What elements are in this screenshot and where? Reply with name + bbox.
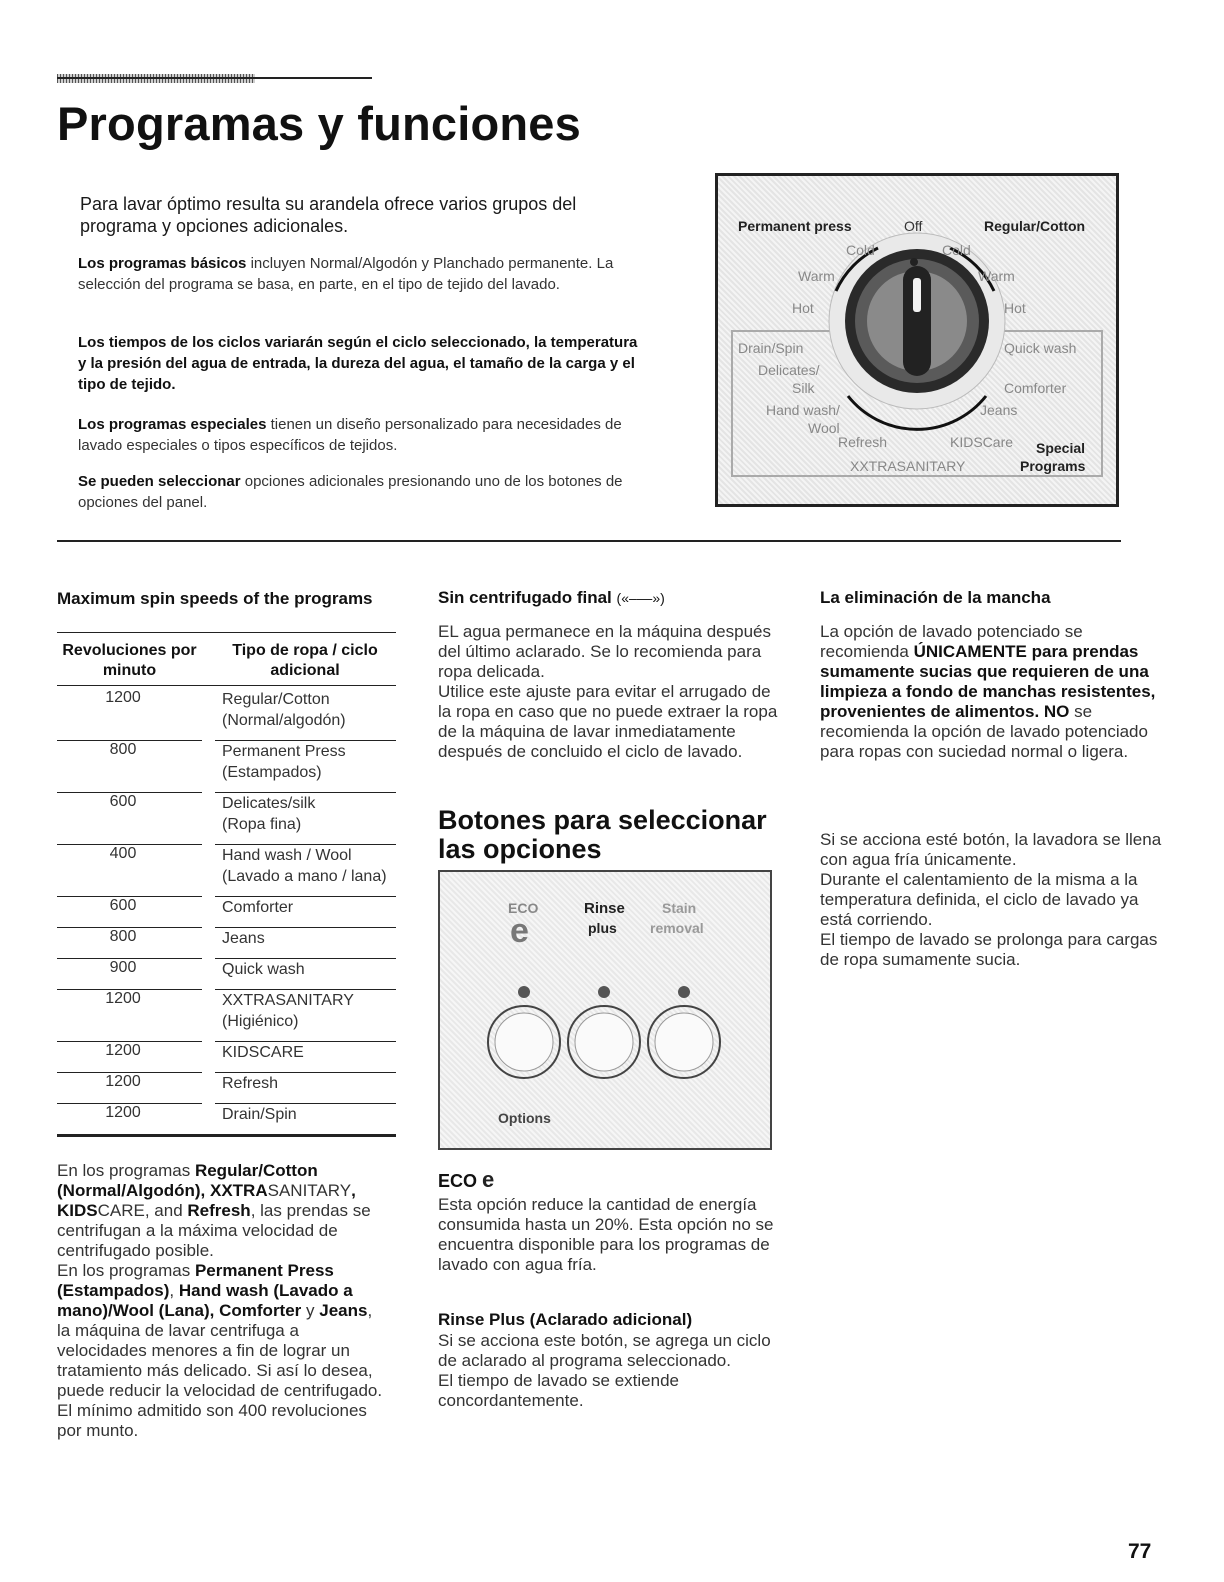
eco-button[interactable] bbox=[495, 1013, 553, 1071]
spin-note-a5: CARE, and bbox=[97, 1201, 188, 1220]
table-cell-type-name: Quick wash bbox=[222, 961, 305, 978]
table-cell-type bbox=[222, 741, 397, 783]
dial-hand-wash: Hand wash/ bbox=[766, 402, 840, 418]
table-cell-type bbox=[222, 845, 397, 887]
stain-removal-body bbox=[820, 622, 1165, 762]
dial-delicates: Delicates/ bbox=[758, 362, 820, 378]
table-cell-rpm: 600 bbox=[109, 793, 137, 810]
eco-e-icon: e bbox=[482, 1167, 495, 1192]
table-cell-type bbox=[222, 1073, 397, 1094]
table-cell-type-name: Refresh bbox=[222, 1075, 279, 1092]
opt-removal-label: removal bbox=[650, 920, 704, 936]
no-final-spin-body-1: EL agua permanece en la máquina después del último aclarado. Se lo recomienda para ropa delicada. bbox=[438, 622, 771, 681]
rinse-led bbox=[598, 986, 610, 998]
stain-button[interactable] bbox=[655, 1013, 713, 1071]
table-cell-type-name: Hand wash / Wool bbox=[222, 847, 352, 864]
table-cell-rpm: 600 bbox=[109, 897, 137, 914]
opt-rinse-label: Rinse bbox=[584, 900, 625, 917]
table-row bbox=[57, 1104, 396, 1135]
table-cell-type bbox=[222, 689, 397, 731]
dial-hot-left: Hot bbox=[792, 300, 814, 316]
stain-removal-body-2 bbox=[820, 830, 1165, 970]
opt-eco-e: e bbox=[510, 912, 529, 950]
table-row bbox=[57, 1073, 396, 1104]
table-cell-type-name: Comforter bbox=[222, 899, 294, 916]
intro-basic-programs bbox=[78, 253, 638, 295]
no-final-spin-body bbox=[438, 622, 778, 762]
header-rule bbox=[57, 77, 372, 79]
stain-removal-c2: Durante el calentamiento de la misma a la temperatura definida, el ciclo de lavado ya está corriendo. bbox=[820, 870, 1139, 929]
option-buttons-graphic bbox=[440, 872, 770, 1148]
table-cell-type-sub: (Ropa fina) bbox=[222, 816, 302, 833]
no-final-spin-symbol: («–––») bbox=[616, 590, 665, 606]
page-number: 77 bbox=[1128, 1540, 1152, 1563]
program-dial-image bbox=[715, 173, 1119, 507]
table-cell-type bbox=[222, 928, 397, 949]
table-cell-rpm: 1200 bbox=[105, 1042, 141, 1059]
table-row bbox=[57, 741, 396, 793]
stain-led bbox=[678, 986, 690, 998]
dial-off: Off bbox=[904, 218, 923, 234]
dial-wool: Wool bbox=[808, 420, 840, 436]
dial-warm-right: Warm bbox=[978, 268, 1015, 284]
spin-note-b7: , la máquina de lavar centrifuga a velocidades menores a fin de lograr un tratamiento más delicado. Si así lo desea, puede reducir la velocidad de centrifugado. El mínimo admitido son 400 revoluciones por munto. bbox=[57, 1301, 383, 1440]
spin-table-header-rule bbox=[57, 685, 396, 686]
intro-special-programs bbox=[78, 414, 638, 456]
special-programs-label: Los programas especiales bbox=[78, 416, 267, 433]
page-title: Programas y funciones bbox=[57, 97, 581, 150]
table-cell-type bbox=[222, 959, 397, 980]
table-row bbox=[57, 1042, 396, 1073]
rinse-plus-body bbox=[438, 1331, 783, 1411]
stain-removal-c3: El tiempo de lavado se prolonga para cargas de ropa sumamente sucia. bbox=[820, 930, 1158, 969]
dial-regular-cotton: Regular/Cotton bbox=[984, 218, 1086, 234]
table-cell-type-name: Jeans bbox=[222, 930, 265, 947]
table-cell-type-sub: (Normal/algodón) bbox=[222, 712, 346, 729]
spin-note-b4: Hand wash (Lavado a mano)/Wool (Lana), Comforter bbox=[57, 1281, 353, 1320]
table-cell-type bbox=[222, 1042, 397, 1063]
option-buttons-image bbox=[438, 870, 772, 1150]
stain-removal-b3: se recomienda la opción de lavado potenciado para ropas con suciedad normal o ligera. bbox=[820, 702, 1148, 761]
spin-note-a3: SANITARY bbox=[267, 1181, 352, 1200]
table-cell-type bbox=[222, 990, 397, 1032]
dial-hot-right: Hot bbox=[1004, 300, 1026, 316]
table-cell-rpm: 800 bbox=[109, 928, 137, 945]
stain-removal-c1: Si se acciona esté botón, la lavadora se llena con agua fría únicamente. bbox=[820, 830, 1162, 869]
dial-silk: Silk bbox=[792, 380, 815, 396]
dial-quick-wash: Quick wash bbox=[1004, 340, 1077, 356]
dial-special: Special bbox=[1036, 440, 1086, 456]
table-cell-type-name: Regular/Cotton bbox=[222, 691, 330, 708]
table-cell-type-name: Delicates/silk bbox=[222, 795, 316, 812]
table-cell-rpm: 800 bbox=[109, 741, 137, 758]
table-cell-type bbox=[222, 1104, 397, 1125]
table-cell-type-sub: (Higiénico) bbox=[222, 1013, 299, 1030]
no-final-spin-body-2: Utilice este ajuste para evitar el arrugado de la ropa en caso que no puede extraer la ropa de la máquina de lavar inmediatamente después de concluido el ciclo de lavado. bbox=[438, 682, 778, 761]
table-cell-type bbox=[222, 793, 397, 835]
eco-title-text: ECO bbox=[438, 1171, 478, 1191]
table-cell-rpm: 900 bbox=[109, 959, 137, 976]
spin-note-b1: En los programas bbox=[57, 1261, 195, 1280]
intro-options bbox=[78, 471, 638, 513]
table-cell-rpm: 400 bbox=[109, 845, 137, 862]
spin-note-a7: , las prendas se centrifugan a la máxima velocidad de centrifugado posible. bbox=[57, 1201, 371, 1260]
spin-note-b2: Permanent Press (Estampados) bbox=[57, 1261, 334, 1300]
intro-cycle-times: Los tiempos de los ciclos variarán según el ciclo seleccionado, la temperatura y la presión del agua de entrada, la dureza del agua, el tamaño de la carga y el tipo de tejido. bbox=[78, 334, 638, 393]
table-row bbox=[57, 897, 396, 928]
table-cell-rpm: 1200 bbox=[105, 990, 141, 1007]
dial-cold-left: Cold bbox=[846, 242, 875, 258]
dial-jeans: Jeans bbox=[980, 402, 1018, 418]
options-label: Se pueden seleccionar bbox=[78, 473, 241, 490]
dial-refresh: Refresh bbox=[838, 434, 888, 450]
stain-removal-b2: ÚNICAMENTE para prendas sumamente sucias que requieren de una limpieza a fondo de manchas resistentes, provenientes de alimentos. NO bbox=[820, 642, 1156, 721]
table-cell-type-name: KIDSCARE bbox=[222, 1044, 304, 1061]
section-divider bbox=[57, 540, 1121, 542]
spin-table-header-rpm: Revoluciones por minuto bbox=[62, 642, 197, 679]
dial-indicator bbox=[913, 278, 921, 312]
spin-note-a6: Refresh bbox=[187, 1201, 251, 1220]
spin-note-b6: Jeans bbox=[319, 1301, 368, 1320]
opt-options-label: Options bbox=[498, 1110, 551, 1126]
dial-comforter: Comforter bbox=[1004, 380, 1067, 396]
spin-note-a2: Regular/Cotton (Normal/Algodón), XXTRA bbox=[57, 1161, 318, 1200]
table-cell-rpm: 1200 bbox=[105, 1104, 141, 1121]
opt-plus-label: plus bbox=[588, 920, 617, 936]
opt-stain-label: Stain bbox=[662, 900, 697, 916]
basic-programs-label: Los programas básicos bbox=[78, 255, 247, 272]
table-row bbox=[57, 689, 396, 741]
table-cell-rpm: 1200 bbox=[105, 689, 141, 706]
table-row bbox=[57, 845, 396, 897]
table-row bbox=[57, 990, 396, 1042]
table-cell-rpm: 1200 bbox=[105, 1073, 141, 1090]
stain-removal-b1: La opción de lavado potenciado se recomienda bbox=[820, 622, 1083, 661]
rinse-plus-body-2: El tiempo de lavado se extiende concordantemente. bbox=[438, 1371, 679, 1410]
table-row bbox=[57, 928, 396, 959]
basic-programs-text: incluyen Normal/Algodón y Planchado permanente. La selección del programa se basa, en parte, en el tipo de tejido del lavado. bbox=[78, 255, 614, 293]
dial-warm-left: Warm bbox=[798, 268, 835, 284]
table-cell-type-name: XXTRASANITARY bbox=[222, 992, 354, 1009]
special-programs-text: tienen un diseño personalizado para necesidades de lavado especiales o tipos específicos de tejidos. bbox=[78, 416, 622, 454]
spin-table-header-type: Tipo de ropa / ciclo adicional bbox=[232, 642, 378, 679]
spin-table-top-rule bbox=[57, 632, 396, 633]
dial-permanent-press: Permanent press bbox=[738, 218, 852, 234]
stain-removal-title: La eliminación de la mancha bbox=[820, 588, 1051, 607]
spin-note-a1: En los programas bbox=[57, 1161, 195, 1180]
spin-note bbox=[57, 1161, 387, 1441]
rinse-plus-title: Rinse Plus (Aclarado adicional) bbox=[438, 1310, 693, 1329]
opt-eco-label: ECO bbox=[508, 900, 539, 916]
table-cell-type-sub: (Estampados) bbox=[222, 764, 322, 781]
table-cell-type bbox=[222, 897, 397, 918]
spin-table-title: Maximum spin speeds of the programs bbox=[57, 589, 373, 608]
dial-cold-right: Cold bbox=[942, 242, 971, 258]
options-text: opciones adicionales presionando uno de los botones de opciones del panel. bbox=[78, 473, 623, 511]
spin-note-b5: y bbox=[301, 1301, 320, 1320]
rinse-button[interactable] bbox=[575, 1013, 633, 1071]
table-row bbox=[57, 793, 396, 845]
table-cell-type-sub: (Lavado a mano / lana) bbox=[222, 868, 387, 885]
eco-title bbox=[438, 1167, 494, 1193]
eco-body: Esta opción reduce la cantidad de energía consumida hasta un 20%. Esta opción no se encuentra disponible para los programas de lavado con agua fría. bbox=[438, 1195, 774, 1274]
spin-table-bottom-rule bbox=[57, 1134, 396, 1137]
table-row bbox=[57, 959, 396, 990]
options-section-title: Botones para seleccionar las opciones bbox=[438, 805, 767, 864]
intro-lead: Para lavar óptimo resulta su arandela ofrece varios grupos del programa y opciones adicionales. bbox=[80, 194, 577, 236]
table-cell-type-name: Permanent Press bbox=[222, 743, 346, 760]
dial-programs: Programs bbox=[1020, 458, 1086, 474]
table-cell-type-name: Drain/Spin bbox=[222, 1106, 297, 1123]
no-final-spin-title-text: Sin centrifugado final bbox=[438, 588, 612, 607]
dial-xxtrasanitary: XXTRASANITARY bbox=[850, 458, 966, 474]
dial-kidscare: KIDSCare bbox=[950, 434, 1014, 450]
spin-note-a4: , KIDS bbox=[57, 1181, 356, 1220]
dial-drain-spin: Drain/Spin bbox=[738, 340, 804, 356]
eco-led bbox=[518, 986, 530, 998]
spin-note-b3: , bbox=[169, 1281, 179, 1300]
no-final-spin-title bbox=[438, 588, 768, 608]
rinse-plus-body-1: Si se acciona este botón, se agrega un ciclo de aclarado al programa seleccionado. bbox=[438, 1331, 771, 1370]
off-dot bbox=[910, 258, 918, 266]
